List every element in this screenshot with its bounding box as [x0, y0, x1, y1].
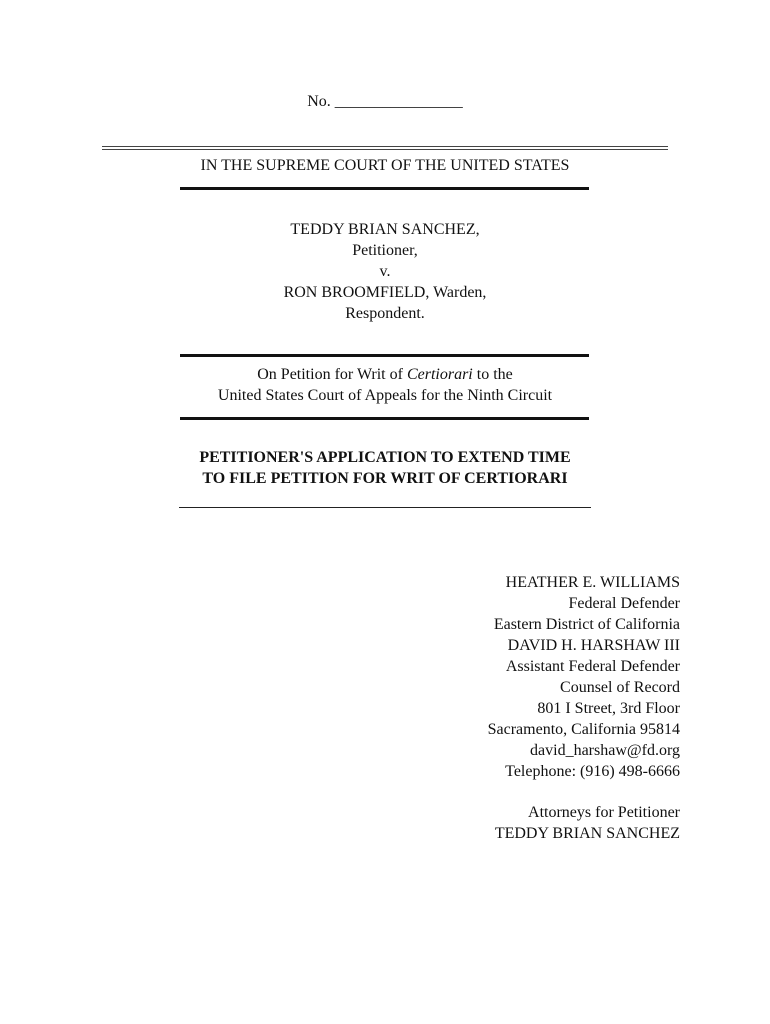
certiorari-statement — [0, 364, 770, 406]
attorneys-for-block — [495, 802, 680, 844]
counsel-email: david_harshaw@fd.org — [530, 742, 680, 759]
title-line-2: TO FILE PETITION FOR WRIT OF CERTIORARI — [202, 470, 568, 487]
underscore-rule — [179, 507, 591, 508]
document-title — [0, 447, 770, 489]
docket-number: No. ________________ — [307, 93, 463, 110]
counsel-line: Counsel of Record — [560, 679, 680, 696]
counsel-line: DAVID H. HARSHAW III — [507, 637, 680, 654]
counsel-line: Eastern District of California — [493, 616, 680, 633]
respondent-role: Respondent. — [345, 305, 425, 322]
rule-above-certiorari — [180, 354, 589, 357]
court-name: IN THE SUPREME COURT OF THE UNITED STATES — [200, 157, 570, 174]
counsel-line: HEATHER E. WILLIAMS — [505, 574, 680, 591]
double-rule — [102, 146, 668, 150]
petitioner-name: TEDDY BRIAN SANCHEZ, — [290, 221, 480, 238]
petitioner-role: Petitioner, — [352, 242, 418, 259]
counsel-line: Sacramento, California 95814 — [487, 721, 680, 738]
title-line-1: PETITIONER'S APPLICATION TO EXTEND TIME — [199, 449, 571, 466]
respondent-name: RON BROOMFIELD, Warden, — [283, 284, 487, 301]
counsel-telephone: Telephone: (916) 498-6666 — [505, 763, 680, 780]
attorneys-line-1: Attorneys for Petitioner — [528, 804, 680, 821]
counsel-line: Assistant Federal Defender — [505, 658, 680, 675]
counsel-line: 801 I Street, 3rd Floor — [537, 700, 680, 717]
counsel-block — [488, 572, 680, 782]
certiorari-line-2: United States Court of Appeals for the Ninth Circuit — [217, 387, 553, 404]
versus: v. — [379, 263, 391, 280]
certiorari-line-1: On Petition for Writ of Certiorari to the — [257, 366, 513, 383]
attorneys-line-2: TEDDY BRIAN SANCHEZ — [494, 825, 680, 842]
rule-below-certiorari — [180, 417, 589, 420]
case-parties — [0, 219, 770, 324]
rule-under-court — [180, 187, 589, 190]
counsel-line: Federal Defender — [568, 595, 680, 612]
